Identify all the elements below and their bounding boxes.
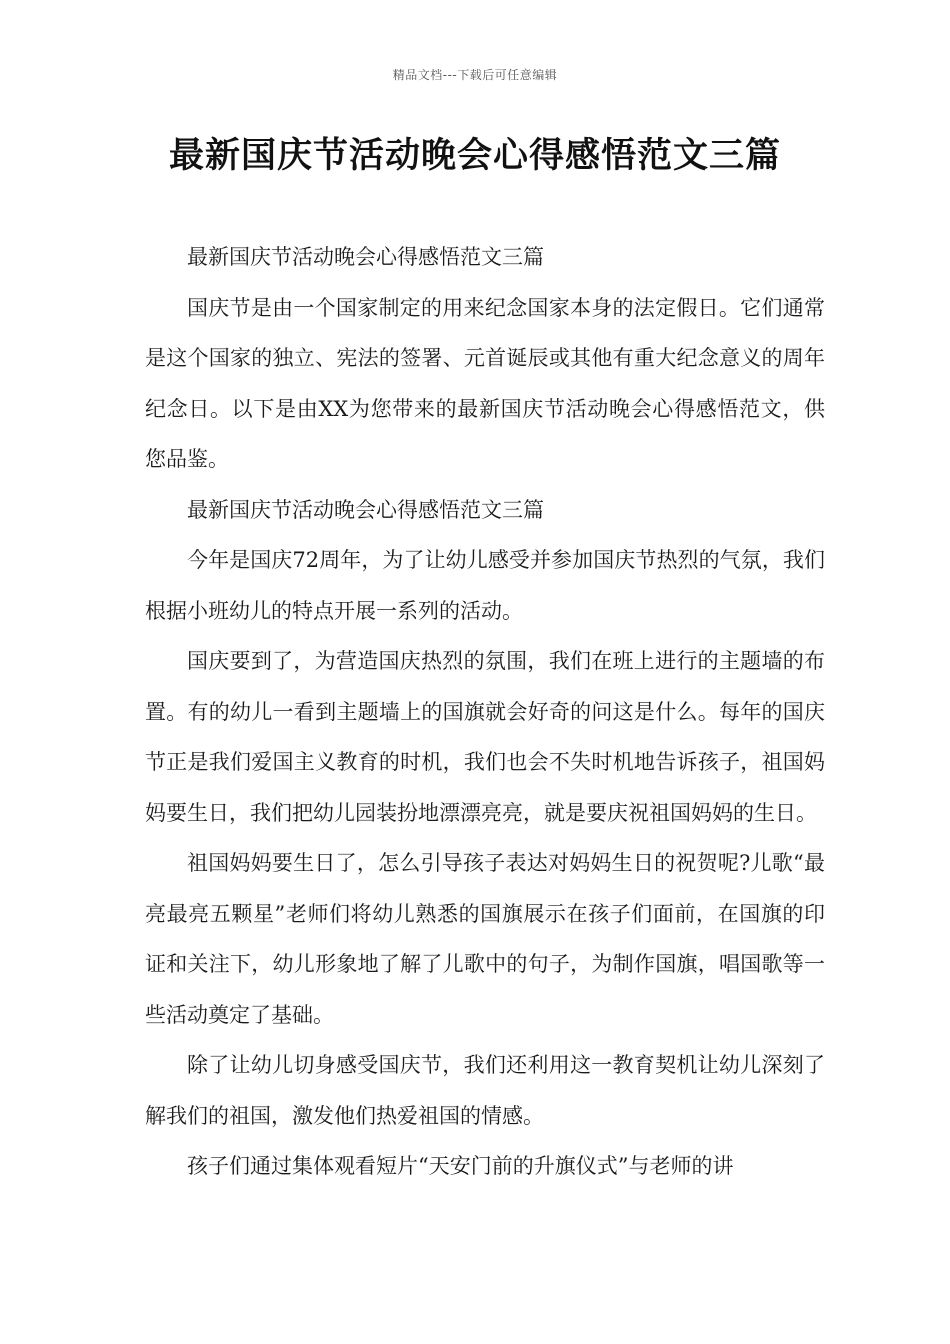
paragraph: 除了让幼儿切身感受国庆节，我们还利用这一教育契机让幼儿深刻了解我们的祖国，激发他们热爱祖国的情感。	[145, 1053, 825, 1128]
paragraph-intro: 国庆节是由一个国家制定的用来纪念国家本身的法定假日。它们通常是这个国家的独立、宪法的签署、元首诞辰或其他有重大纪念意义的周年纪念日。以下是由XX为您带来的最新国庆节活动晚会心得感悟范文，供您品鉴。	[145, 295, 825, 471]
page-header: 精品文档---下载后可任意编辑	[392, 68, 558, 82]
paragraph-section-heading: 最新国庆节活动晚会心得感悟范文三篇	[187, 497, 544, 522]
document-body	[145, 232, 825, 1192]
paragraph-subtitle: 最新国庆节活动晚会心得感悟范文三篇	[187, 245, 544, 269]
paragraph: 今年是国庆72周年，为了让幼儿感受并参加国庆节热烈的气氛，我们根据小班幼儿的特点开展一系列的活动。	[145, 548, 825, 623]
document-title: 最新国庆节活动晚会心得感悟范文三篇	[168, 136, 781, 176]
paragraph: 国庆要到了，为营造国庆热烈的氛围，我们在班上进行的主题墙的布置。有的幼儿一看到主题墙上的国旗就会好奇的问这是什么。每年的国庆节正是我们爱国主义教育的时机，我们也会不失时机地告诉孩子，祖国妈妈要生日，我们把幼儿园装扮地漂漂亮亮，就是要庆祝祖国妈妈的生日。	[145, 649, 825, 825]
paragraph: 孩子们通过集体观看短片“天安门前的升旗仪式”与老师的讲	[187, 1154, 734, 1178]
paragraph: 祖国妈妈要生日了，怎么引导孩子表达对妈妈生日的祝贺呢?儿歌“最亮最亮五颗星”老师们将幼儿熟悉的国旗展示在孩子们面前，在国旗的印证和关注下，幼儿形象地了解了儿歌中的句子，为制作国旗，唱国歌等一些活动奠定了基础。	[145, 851, 825, 1027]
